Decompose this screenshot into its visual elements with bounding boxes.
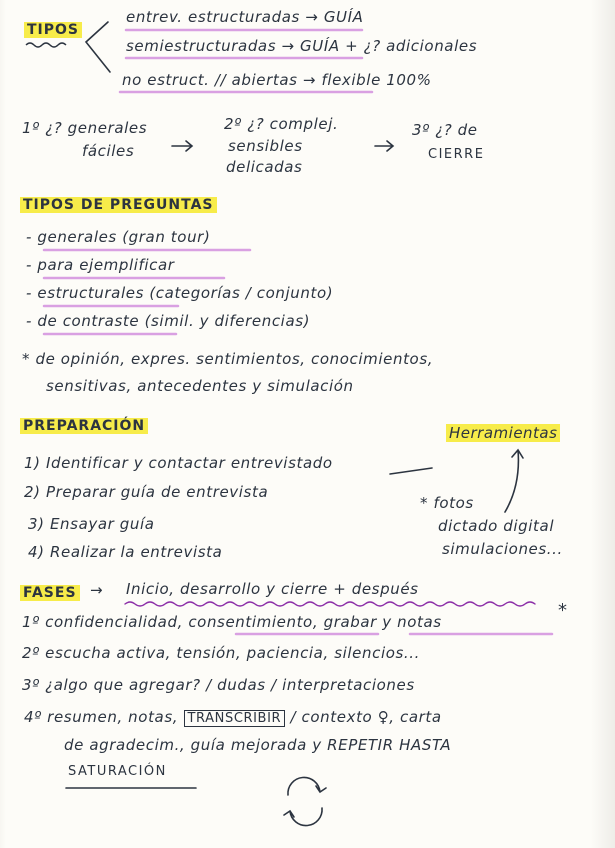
arrow-up-icon: [505, 450, 523, 512]
tipos-heading: TIPOS: [24, 22, 82, 38]
preparacion-item-4: 4) Realizar la entrevista: [28, 543, 223, 561]
tipos-line-3: no estruct. // abiertas → flexible 100%: [122, 71, 432, 89]
preparacion-heading: PREPARACIÓN: [20, 418, 148, 434]
cycle-icon: [284, 777, 326, 825]
step-2-line2: sensibles: [228, 137, 303, 155]
herramientas-heading: Herramientas: [446, 424, 560, 442]
fases-line-4: 4º resumen, notas, TRANSCRIBIR / contexto ♀, carta: [24, 708, 442, 726]
step-1-line2: fáciles: [82, 142, 135, 160]
step-2-line3: delicadas: [226, 158, 303, 176]
brace-mark: [86, 22, 110, 72]
fases-star: *: [558, 600, 568, 621]
step-2: 2º ¿? complej.: [224, 115, 339, 133]
tipos-line-1: entrev. estructuradas → GUÍA: [126, 8, 364, 26]
fases-line-3: 3º ¿algo que agregar? / dudas / interpretaciones: [22, 676, 415, 694]
pregunta-item-2: - para ejemplificar: [26, 256, 175, 274]
fases-arrow: →: [90, 581, 104, 599]
preguntas-note-1: * de opinión, expres. sentimientos, conocimientos,: [22, 350, 434, 368]
preparacion-item-2: 2) Preparar guía de entrevista: [24, 483, 269, 501]
preparacion-item-3: 3) Ensayar guía: [28, 515, 155, 533]
arrow-icon: [172, 141, 192, 151]
tipos-preguntas-heading: TIPOS DE PREGUNTAS: [20, 197, 217, 213]
fases-heading: FASES: [20, 585, 80, 601]
tipos-squiggle: [26, 43, 66, 47]
preguntas-note-2: sensitivas, antecedentes y simulación: [46, 377, 354, 395]
fases-line-1: 1º confidencialidad, consentimiento, grabar y notas: [22, 613, 442, 631]
saturacion-label: SATURACIÓN: [68, 764, 167, 779]
pregunta-item-1: - generales (gran tour): [26, 228, 211, 246]
step-3-line2: CIERRE: [428, 147, 485, 162]
wavy-underline: [125, 602, 535, 606]
pregunta-item-3: - estructurales (categorías / conjunto): [26, 284, 334, 302]
pregunta-item-4: - de contraste (simil. y diferencias): [26, 312, 311, 330]
fases-summary: Inicio, desarrollo y cierre + después: [126, 580, 419, 598]
step-3: 3º ¿? de: [412, 121, 478, 139]
transcribir-box: TRANSCRIBIR: [184, 710, 286, 727]
tipos-line-2: semiestructuradas → GUÍA + ¿? adicionales: [126, 37, 478, 55]
fases-line-2: 2º escucha activa, tensión, paciencia, silencios...: [22, 644, 421, 662]
herramientas-item-1: * fotos: [420, 494, 474, 512]
fases-line-5: de agradecim., guía mejorada y REPETIR HASTA: [64, 736, 452, 754]
herramientas-item-3: simulaciones...: [442, 540, 563, 558]
preparacion-item-1: 1) Identificar y contactar entrevistado: [24, 454, 333, 472]
arrow-icon: [375, 141, 393, 151]
herramientas-item-2: dictado digital: [438, 517, 555, 535]
step-1: 1º ¿? generales: [22, 119, 148, 137]
